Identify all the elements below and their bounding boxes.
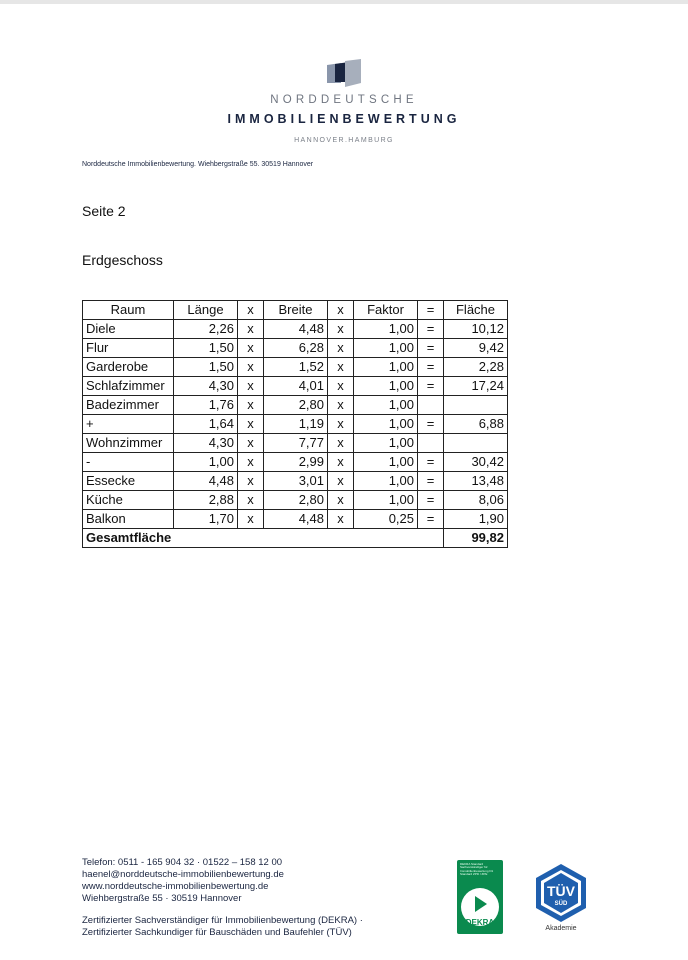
table-cell: x (238, 320, 264, 339)
table-cell: x (238, 415, 264, 434)
table-cell: x (328, 453, 354, 472)
table-cell: 8,06 (444, 491, 508, 510)
table-cell: 13,48 (444, 472, 508, 491)
table-cell: x (328, 510, 354, 529)
tuv-sud-logo-icon (533, 863, 589, 923)
table-cell: x (328, 339, 354, 358)
cert-line-tuv: Zertifizierter Sachkundiger für Bauschäden und Baufehler (TÜV) (82, 927, 352, 938)
footer-email-link[interactable]: haenel@norddeutsche-immobilienbewertung.de (82, 869, 284, 880)
table-row (83, 339, 508, 358)
table-cell: + (83, 415, 174, 434)
table-cell: - (83, 453, 174, 472)
total-value: 99,82 (444, 529, 508, 548)
table-cell: 1,00 (354, 358, 418, 377)
table-cell: 4,30 (174, 434, 238, 453)
top-edge-bar (0, 0, 688, 4)
table-cell: 4,01 (264, 377, 328, 396)
table-cell: Balkon (83, 510, 174, 529)
table-cell: 7,77 (264, 434, 328, 453)
table-cell: = (418, 377, 444, 396)
table-row (83, 491, 508, 510)
table-row (83, 358, 508, 377)
brand-cities: HANNOVER.HAMBURG (294, 137, 394, 144)
section-title: Erdgeschoss (82, 252, 163, 268)
table-cell: = (418, 339, 444, 358)
table-total-row (83, 529, 508, 548)
table-row (83, 453, 508, 472)
table-cell: x (238, 434, 264, 453)
table-cell: 1,50 (174, 339, 238, 358)
table-cell: x (238, 377, 264, 396)
company-logo-icon (327, 59, 363, 89)
tuv-word: TÜV (547, 883, 575, 899)
table-cell: x (328, 396, 354, 415)
table-cell: x (328, 377, 354, 396)
table-cell: 2,28 (444, 358, 508, 377)
table-cell (444, 434, 508, 453)
table-header-row (83, 301, 508, 320)
brand-line-2: IMMOBILIENBEWERTUNG (227, 112, 461, 126)
table-cell: Wohnzimmer (83, 434, 174, 453)
table-cell: Diele (83, 320, 174, 339)
dekra-word: DEKRA (465, 918, 495, 927)
table-cell: = (418, 491, 444, 510)
footer-website-link[interactable]: www.norddeutsche-immobilienbewertung.de (82, 881, 269, 892)
table-cell: 1,90 (444, 510, 508, 529)
table-cell: x (328, 434, 354, 453)
table-cell: 2,80 (264, 396, 328, 415)
table-cell (418, 396, 444, 415)
table-cell: Flur (83, 339, 174, 358)
table-cell: 1,00 (354, 396, 418, 415)
table-cell: 1,00 (354, 472, 418, 491)
table-cell: x (328, 415, 354, 434)
header-cell: Breite (264, 301, 328, 320)
table-cell: 1,00 (354, 491, 418, 510)
table-cell: 1,19 (264, 415, 328, 434)
table-cell: 2,99 (264, 453, 328, 472)
table-cell: 1,00 (354, 434, 418, 453)
header-cell: Fläche (444, 301, 508, 320)
table-cell: x (238, 510, 264, 529)
tuv-label: Akademie (545, 925, 577, 932)
total-label: Gesamtfläche (83, 529, 444, 548)
table-cell: 1,00 (354, 320, 418, 339)
table-cell: 9,42 (444, 339, 508, 358)
table-row (83, 415, 508, 434)
table-cell: 1,70 (174, 510, 238, 529)
table-cell: 2,88 (174, 491, 238, 510)
table-cell: 1,00 (354, 453, 418, 472)
table-cell: Küche (83, 491, 174, 510)
tuv-sub: SÜD (554, 901, 568, 907)
table-cell: 3,01 (264, 472, 328, 491)
table-cell: Badezimmer (83, 396, 174, 415)
table-row (83, 434, 508, 453)
header-cell: x (238, 301, 264, 320)
table-cell: 4,48 (264, 320, 328, 339)
table-cell: 30,42 (444, 453, 508, 472)
table-cell: = (418, 415, 444, 434)
table-row (83, 377, 508, 396)
table-cell: 4,48 (174, 472, 238, 491)
table-cell: x (328, 472, 354, 491)
table-cell: 0,25 (354, 510, 418, 529)
header-cell: Raum (83, 301, 174, 320)
table-cell: x (328, 320, 354, 339)
header-cell: = (418, 301, 444, 320)
table-row (83, 472, 508, 491)
table-cell: 1,00 (354, 415, 418, 434)
table-row (83, 510, 508, 529)
table-cell: Schlafzimmer (83, 377, 174, 396)
table-cell: 2,26 (174, 320, 238, 339)
footer-phone: Telefon: 0511 - 165 904 32 · 01522 – 158 12 00 (82, 857, 283, 868)
table-cell: = (418, 472, 444, 491)
table-cell: x (238, 339, 264, 358)
footer-contact (82, 857, 284, 905)
table-cell (444, 396, 508, 415)
table-cell: x (238, 472, 264, 491)
table-cell (418, 434, 444, 453)
table-cell: x (238, 453, 264, 472)
table-cell: Essecke (83, 472, 174, 491)
table-cell: 6,28 (264, 339, 328, 358)
page-label: Seite 2 (82, 203, 126, 219)
table-cell: x (328, 358, 354, 377)
table-cell: x (238, 491, 264, 510)
table-cell: = (418, 453, 444, 472)
brand-line-1: NORDDEUTSCHE (270, 94, 418, 106)
table-cell: x (238, 358, 264, 377)
table-cell: 1,00 (174, 453, 238, 472)
table-cell: 4,30 (174, 377, 238, 396)
room-area-table (82, 300, 508, 548)
dekra-seal-icon (457, 860, 503, 934)
table-cell: 1,00 (354, 377, 418, 396)
table-cell: = (418, 320, 444, 339)
table-cell: Garderobe (83, 358, 174, 377)
table-cell: 1,76 (174, 396, 238, 415)
table-cell: 1,00 (354, 339, 418, 358)
cert-line-dekra: Zertifizierter Sachverständiger für Immobilienbewertung (DEKRA) · (82, 915, 363, 926)
table-cell: 1,64 (174, 415, 238, 434)
table-cell: x (328, 491, 354, 510)
dekra-seal-text: DEKRA Standard Sachverständiger für Immobilienbewertung D1 Standard ZPD / ZPE (460, 862, 494, 877)
header-cell: Länge (174, 301, 238, 320)
table-cell: 6,88 (444, 415, 508, 434)
table-cell: 4,48 (264, 510, 328, 529)
table-cell: 1,50 (174, 358, 238, 377)
table-cell: x (238, 396, 264, 415)
table-cell: = (418, 358, 444, 377)
table-cell: 17,24 (444, 377, 508, 396)
footer-address: Wiehbergstraße 55 · 30519 Hannover (82, 893, 242, 904)
table-cell: 10,12 (444, 320, 508, 339)
table-cell: = (418, 510, 444, 529)
table-cell: 1,52 (264, 358, 328, 377)
footer-certifications (82, 915, 363, 939)
table-cell: 2,80 (264, 491, 328, 510)
table-row (83, 396, 508, 415)
sender-address: Norddeutsche Immobilienbewertung. Wiehbergstraße 55. 30519 Hannover (82, 161, 314, 168)
table-row (83, 320, 508, 339)
header-cell: x (328, 301, 354, 320)
header-cell: Faktor (354, 301, 418, 320)
